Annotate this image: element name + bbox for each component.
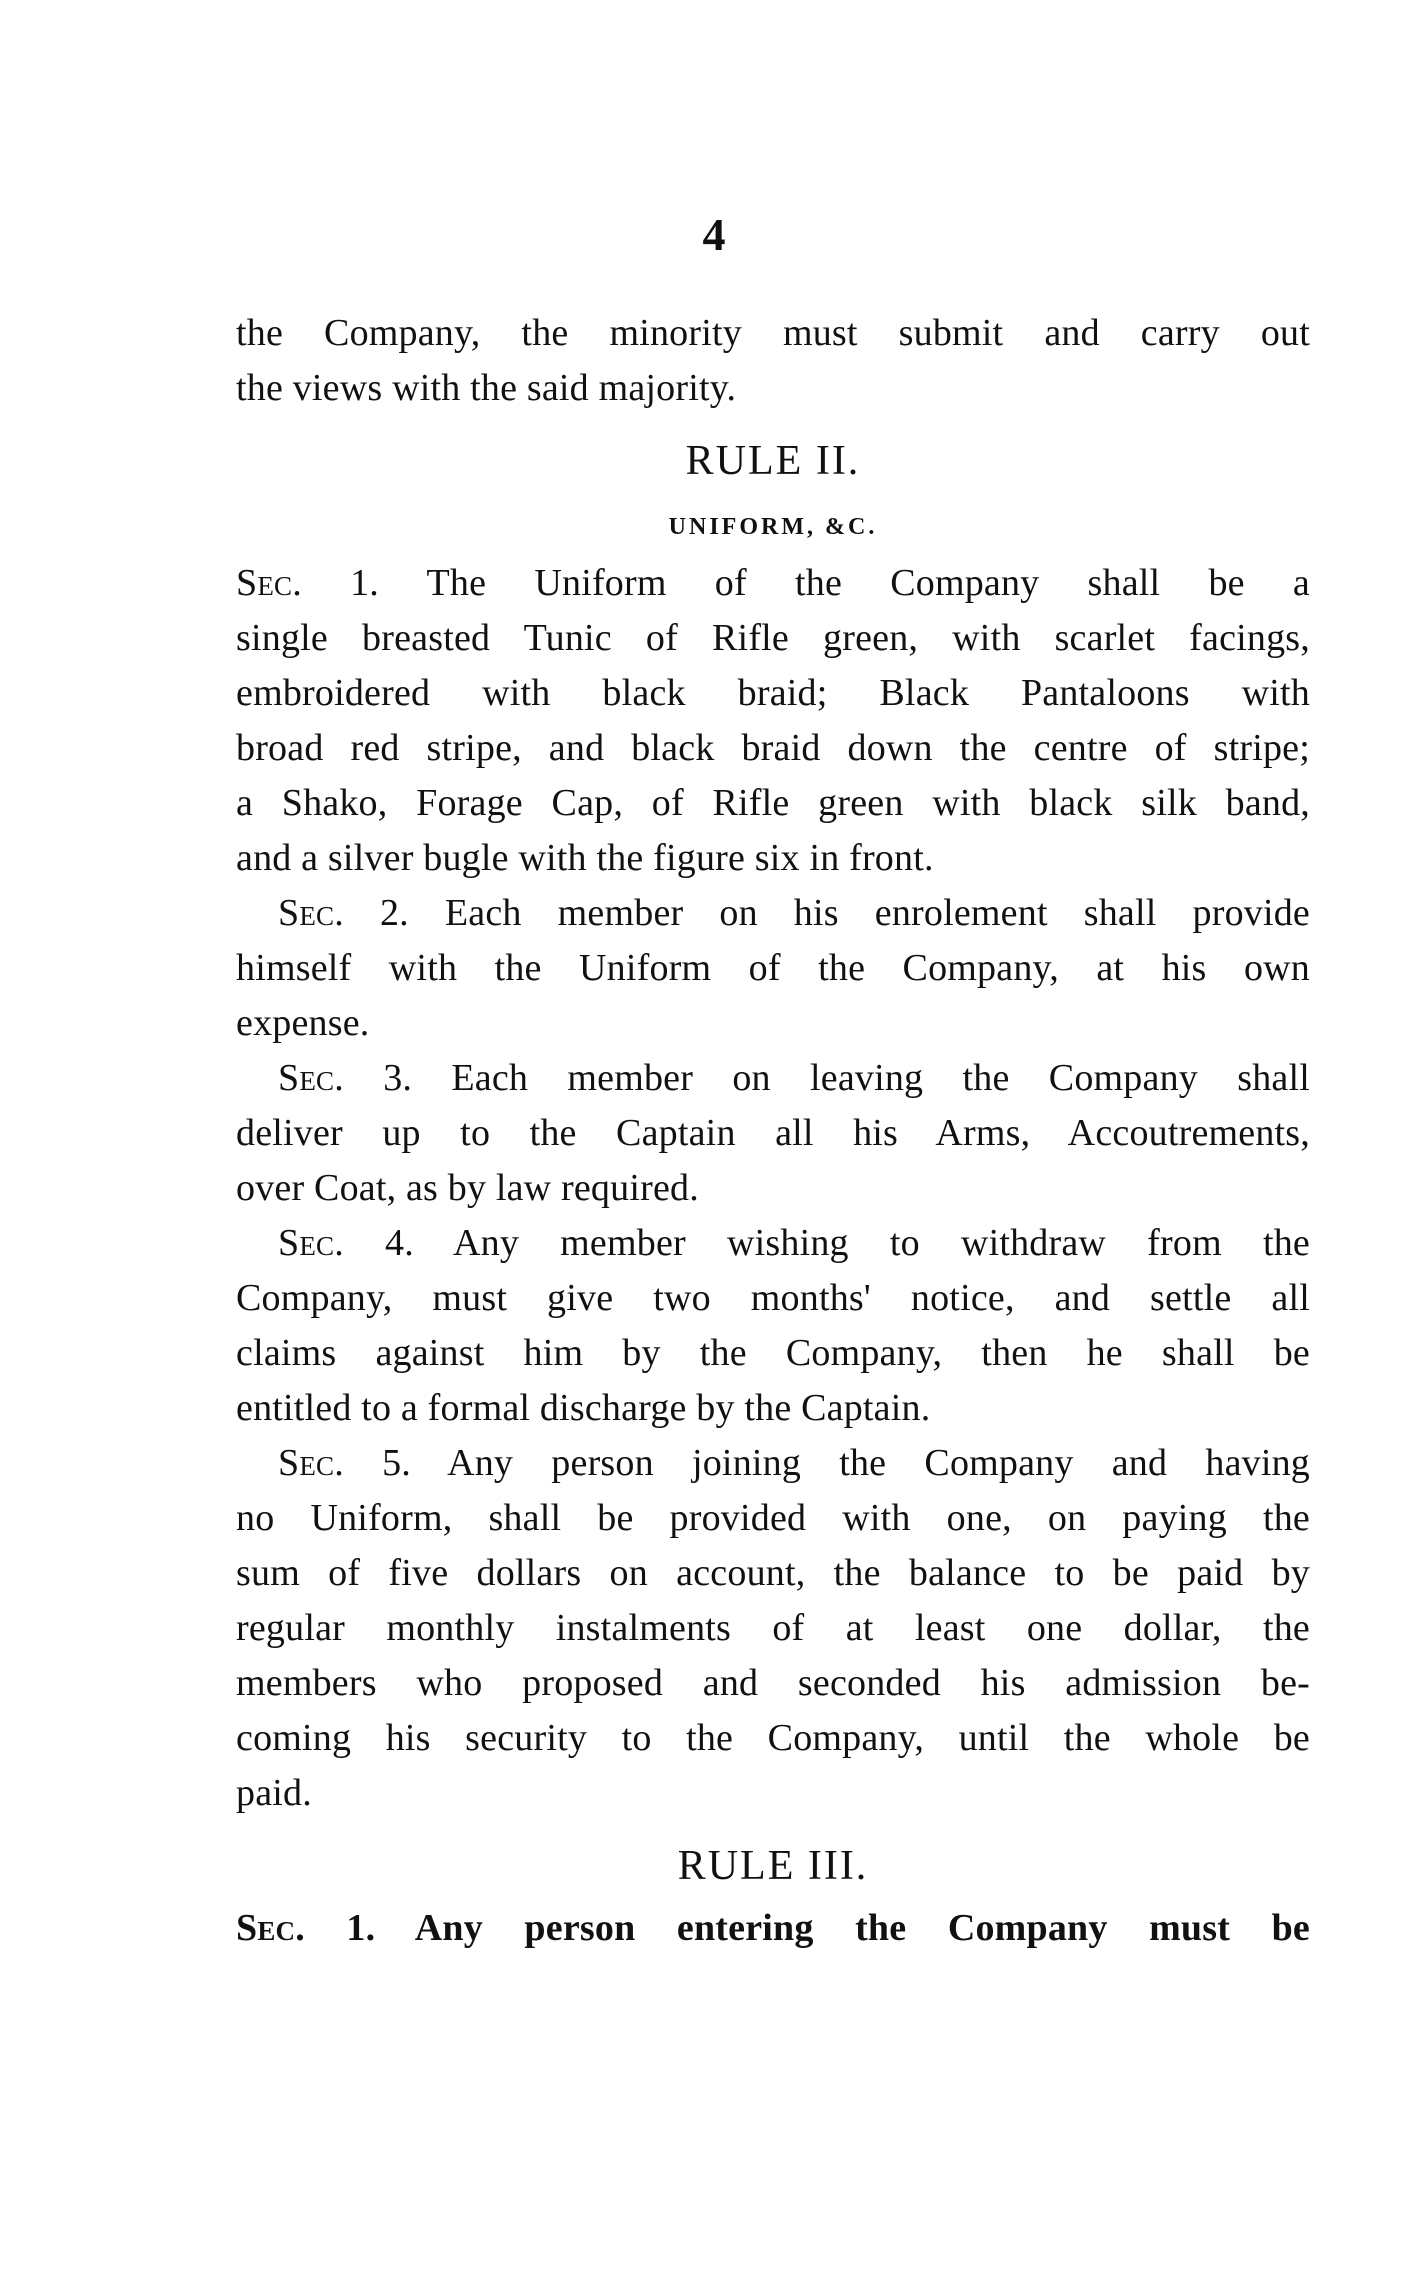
paragraph-line	[236, 1436, 1310, 1491]
section-label: Sec. 1.	[236, 562, 380, 604]
paragraph-line	[236, 886, 1310, 941]
paragraph-line: broad red stripe, and black braid down the centre of stripe;	[236, 727, 1310, 769]
paragraph-line: regular monthly instalments of at least one dollar, the	[236, 1607, 1310, 1649]
paragraph-line: coming his security to the Company, until the whole be	[236, 1717, 1310, 1759]
section-label: Sec. 3.	[278, 1057, 413, 1099]
paragraph-line: members who proposed and seconded his admission be-	[236, 1662, 1310, 1704]
section-label: Sec. 5.	[278, 1442, 412, 1484]
section-text: Each member on his enrolement shall provide	[444, 892, 1310, 934]
intro-line: the views with the said majority.	[236, 367, 737, 409]
paragraph-line: no Uniform, shall be provided with one, on paying the	[236, 1497, 1310, 1539]
section-label: Sec. 1.	[236, 1907, 376, 1949]
paragraph-line: sum of five dollars on account, the balance to be paid by	[236, 1552, 1310, 1594]
paragraph-line: a Shako, Forage Cap, of Rifle green with black silk band,	[236, 782, 1310, 824]
section-label: Sec. 4.	[278, 1222, 414, 1264]
paragraph-line: expense.	[236, 1002, 370, 1044]
paragraph-line	[236, 1901, 1310, 1956]
paragraph-line: Company, must give two months' notice, and settle all	[236, 1277, 1310, 1319]
paragraph-line	[236, 1051, 1310, 1106]
paragraph-line: entitled to a formal discharge by the Captain.	[236, 1387, 931, 1429]
paragraph-line: claims against him by the Company, then he shall be	[236, 1332, 1310, 1374]
paragraph-line	[236, 1216, 1310, 1271]
section-text: Any member wishing to withdraw from the	[453, 1222, 1310, 1264]
rule-heading: RULE II.	[685, 438, 861, 484]
section-text: Each member on leaving the Company shall	[451, 1057, 1310, 1099]
paragraph-line: over Coat, as by law required.	[236, 1167, 699, 1209]
paragraph-line: embroidered with black braid; Black Pantaloons with	[236, 672, 1310, 714]
paragraph-line: deliver up to the Captain all his Arms, Accoutrements,	[236, 1112, 1310, 1154]
text-column	[236, 306, 1310, 1956]
rule-subheading: UNIFORM, &C.	[668, 514, 878, 540]
section-label: Sec. 2.	[278, 892, 409, 934]
paragraph-line: single breasted Tunic of Rifle green, with scarlet facings,	[236, 617, 1310, 659]
section-text: Any person entering the Company must be	[414, 1907, 1310, 1949]
intro-line: the Company, the minority must submit and carry out	[236, 312, 1310, 354]
rule-heading: RULE III.	[677, 1843, 869, 1889]
paragraph-line: paid.	[236, 1772, 312, 1814]
section-text: Any person joining the Company and having	[447, 1442, 1311, 1484]
paragraph-line: himself with the Uniform of the Company, at his own	[236, 947, 1310, 989]
paragraph-line	[236, 556, 1310, 611]
page-number: 4	[702, 209, 726, 260]
paragraph-line: and a silver bugle with the figure six in front.	[236, 837, 934, 879]
section-text: The Uniform of the Company shall be a	[426, 562, 1310, 604]
